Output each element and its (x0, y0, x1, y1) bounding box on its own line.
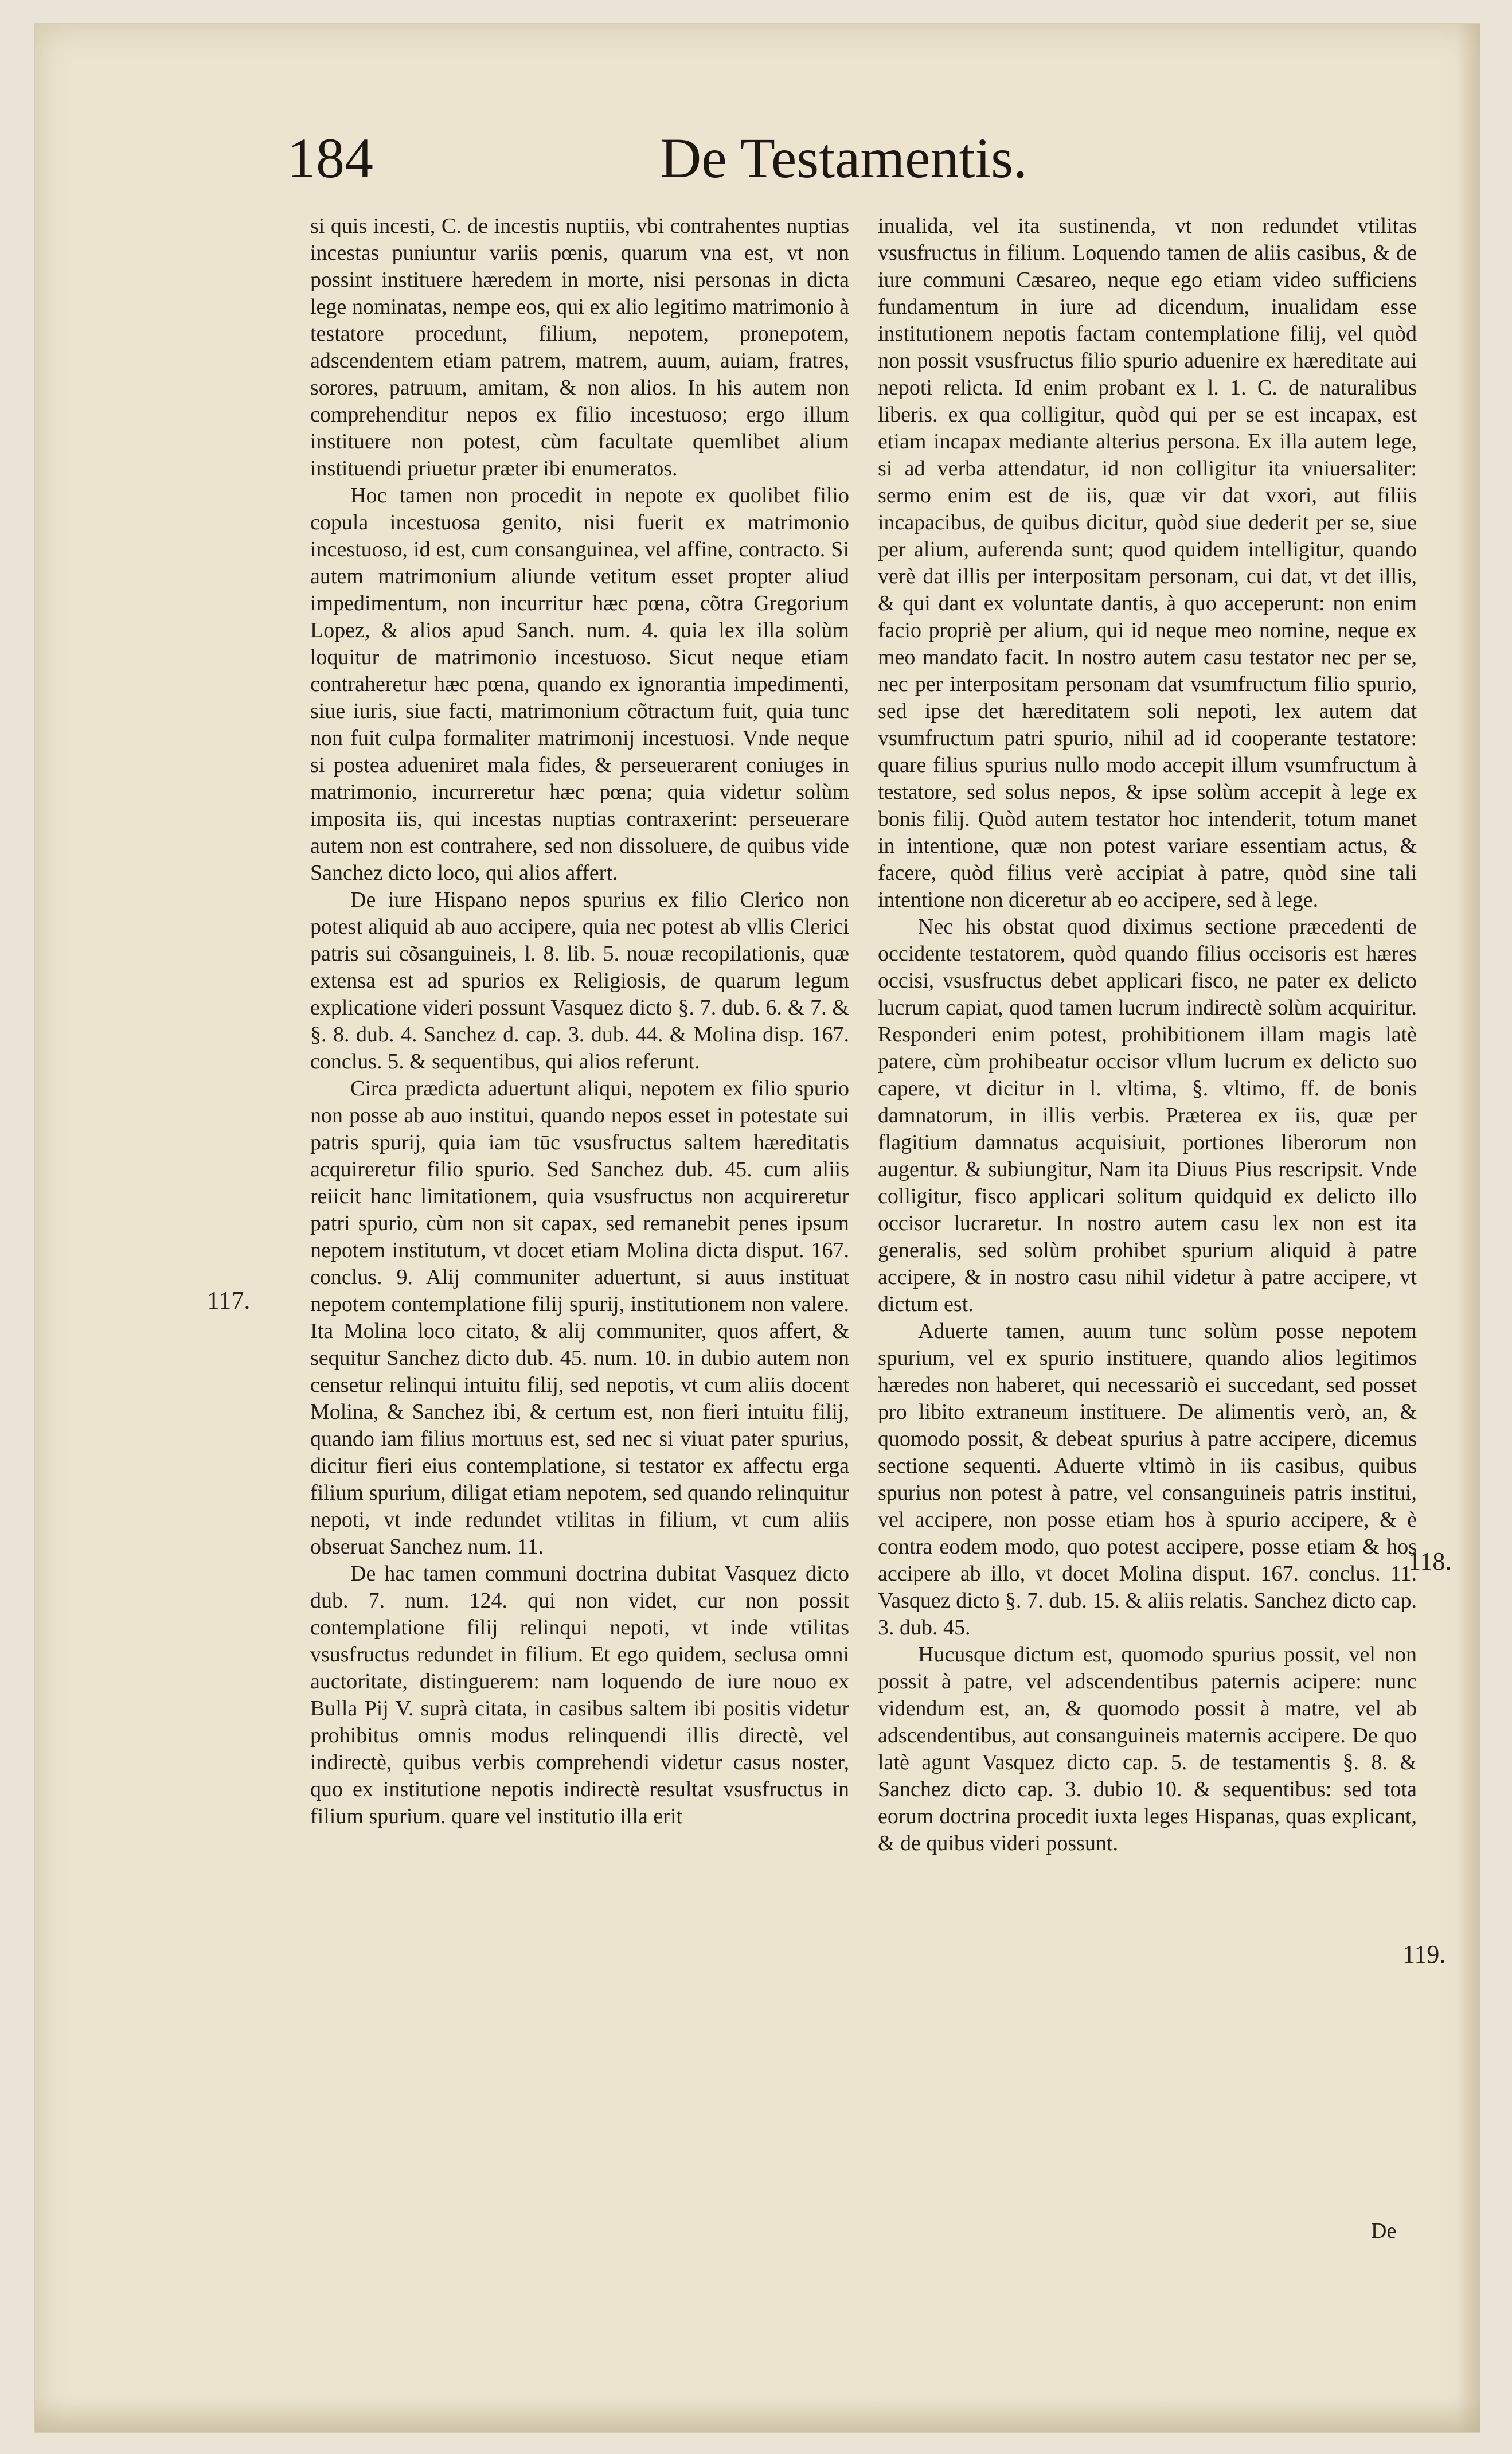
catchword: De (1371, 2219, 1397, 2243)
left-paragraph-4: Circa prædicta aduertunt aliqui, nepotem ex filio spurio non posse ab auo institui, quando nepos esset in potestate sui patris spurij, quia iam tūc vsusfructus saltem hæreditatis acquireretur filio spurio. Sed Sanchez dub. 45. cum aliis reiicit hanc limitationem, quia vsusfructus non acquireretur patri spurio, cùm non sit capax, sed remanebit penes ipsum nepotem institutum, vt docet etiam Molina dicta disput. 167. conclus. 9. Alij communiter aduertunt, si auus instituat nepotem contemplatione filij spurij, institutionem non valere. Ita Molina loco citato, & alij communiter, quos affert, & sequitur Sanchez dicto dub. 45. num. 10. in dubio autem non censetur relinqui intuitu filij, sed nepotis, vt cum aliis docent Molina, & Sanchez ibi, & certum est, non fieri intuitu filij, quando iam filius mortuus est, sed nec si viuat pater spurius, dicitur fieri eius contemplatione, si testator ex affectu erga filium spurium, diligat etiam nepotem, sed quando relinquitur nepoti, vt inde redundet vtilitas in filium, vt cum aliis obseruat Sanchez num. 11. (310, 1076, 849, 1559)
marginal-number-117: 117. (207, 1286, 251, 1314)
marginal-number-118: 118. (1408, 1547, 1452, 1575)
right-paragraph-1: inualida, vel ita sustinenda, vt non redundet vtilitas vsusfructus in filium. Loquendo tamen de aliis casibus, & de iure communi Cæsareo, neque ego etiam video sufficiens fundamentum in iure ad dicendum, inualidam esse institutionem nepotis factam contemplatione filij, vel quòd non possit vsusfructus filio spurio aduenire ex hæreditate aui nepoti relicta. Id enim probant ex l. 1. C. de naturalibus liberis. ex qua colligitur, quòd qui per se est incapax, est etiam incapax mediante alterius persona. Ex illa autem lege, si ad verba attendatur, id non colligitur ita vniuersaliter: sermo enim est de iis, quæ vir dat vxori, aut filiis incapacibus, de quibus dicitur, quòd siue dederit per se, siue per alium, auferenda sunt; quod quidem intelligitur, quando verè dat illis per interpositam personam, cui dat, vt det illis, & qui dant ex voluntate dantis, à quo acceperunt: non enim facio propriè per alium, qui id neque meo nomine, neque ex meo mandato facit. In nostro autem casu testator nec per se, nec per interpositam personam dat vsumfructum filio spurio, sed ipse det hæreditatem soli nepoti, lex autem dat vsumfructum patri spurio, nihil ad id cooperante testatore: quare filius spurius nullo modo accepit illum vsumfructum à testatore, sed solus nepos, & ipse solùm accepit à lege ex bonis filij. Quòd autem testator hoc intenderit, totum manet in intentione, quæ non potest variare essentiam actus, & facere, quòd filius verè accipiat à patre, quòd sine tali intentione non diceretur ab eo accipere, sed à lege. (878, 214, 1417, 912)
page-number: 184 (287, 126, 373, 190)
left-paragraph-2: Hoc tamen non procedit in nepote ex quolibet filio copula incestuosa genito, nisi fuerit ex matrimonio incestuoso, id est, cum consanguinea, vel affine, contracto. Si autem matrimonium aliunde vetitum esset propter aliud impedimentum, non incurritur hæc pœna, cõtra Gregorium Lopez, & alios apud Sanch. num. 4. quia lex illa solùm loquitur de matrimonio incestuoso. Sicut neque etiam contraheretur hæc pœna, quando ex ignorantia impedimenti, siue iuris, siue facti, matrimonium cõtractum fuit, quia tunc non fuit culpa formaliter matrimonij incestuosi. Vnde neque si postea adueniret mala fides, & perseuerarent coniuges in matrimonio, incurreretur hæc pœna; quia videtur solùm imposita iis, qui incestas nuptias contraxerint: perseuerare autem non est contrahere, sed non dissoluere, de quibus vide Sanchez dicto loco, qui alios affert. (310, 483, 849, 885)
page-bottom-shading (35, 2398, 1480, 2432)
left-paragraph-5: De hac tamen communi doctrina dubitat Vasquez dicto dub. 7. num. 124. qui non videt, cur non possit contemplatione filij relinqui nepoti, vt inde vtilitas vsusfructus redundet in filium. Et ego quidem, seclusa omni auctoritate, distinguerem: nam loquendo de iure nouo ex Bulla Pij V. suprà citata, in casibus saltem ibi positis videtur prohibitus omnis modus relinquendi illis directè, vel indirectè, quibus verbis comprehendi videtur casus noster, quo ex institutione nepotis indirectè resultat vsusfructus in filium spurium. quare vel institutio illa erit (310, 1562, 849, 1828)
right-paragraph-3: Aduerte tamen, auum tunc solùm posse nepotem spurium, vel ex spurio instituere, quando alios legitimos hæredes non haberet, qui necessariò ei succedant, sed posset pro libito extraneum instituere. De alimentis verò, an, & quomodo possit, & debeat spurius à patre accipere, dicemus sectione sequenti. Aduerte vltimò in iis casibus, quibus spurius non potest à patre, vel consanguineis patris institui, vel accipere, non posse etiam hos à spurio accipere, & è contra eodem modo, quo potest accipere, posse etiam & hos accipere ab illo, vt docet Molina disput. 167. conclus. 11. Vasquez dicto §. 7. dub. 15. & aliis relatis. Sanchez dicto cap. 3. dub. 45. (878, 1319, 1417, 1640)
page-edge-shading (1457, 24, 1480, 2432)
left-paragraph-1: si quis incesti, C. de incestis nuptiis, vbi contrahentes nuptias incestas puniuntur variis pœnis, quarum vna est, vt non possint instituere hæredem in morte, nisi personas in dicta lege nominatas, nempe eos, qui ex alio legitimo matrimonio à testatore procedunt, filium, nepotem, pronepotem, adscendentem etiam patrem, matrem, auum, auiam, fratres, sorores, patruum, amitam, & non alios. In his autem non comprehenditur nepos ex filio incestuoso; ergo illum instituere non potest, cùm facultate quemlibet alium instituendi priuetur præter ibi enumeratos. (310, 214, 849, 481)
left-column (310, 213, 849, 1830)
right-paragraph-2: Nec his obstat quod diximus sectione præcedenti de occidente testatorem, quòd quando filius occisoris est hæres occisi, vsusfructus debet applicari fisco, ne pater ex delicto lucrum capiat, quod tamen lucrum indirectè solùm acquiritur. Responderi enim potest, prohibitionem illam magis latè patere, cùm prohibeatur occisor vllum lucrum ex delicto suo capere, vt dicitur in l. vltima, §. vltimo, ff. de bonis damnatorum, in illis verbis. Præterea ex iis, quæ per flagitium damnatus acquisiuit, portiones liberorum non augentur. & subiungitur, Nam ita Diuus Pius rescripsit. Vnde colligitur, fisco applicari solitum quidquid ex delicto illo occisor lucraretur. In nostro autem casu lex non est ita generalis, sed solùm prohibet spurium aliquid à patre accipere, & in nostro casu nihil videtur à patre accipere, vt dictum est. (878, 915, 1417, 1316)
left-paragraph-3: De iure Hispano nepos spurius ex filio Clerico non potest aliquid ab auo accipere, quia nec potest ab vllis Clerici patris sui cõsanguineis, l. 8. lib. 5. nouæ recopilationis, quæ extensa est ad spurios ex Religiosis, de quarum legum explicatione videri possunt Vasquez dicto §. 7. dub. 6. & 7. & §. 8. dub. 4. Sanchez d. cap. 3. dub. 44. & Molina disp. 167. conclus. 5. & sequentibus, qui alios referunt. (310, 888, 849, 1074)
running-title: De Testamentis. (660, 126, 1028, 190)
right-column (878, 213, 1417, 1857)
right-paragraph-4: Hucusque dictum est, quomodo spurius possit, vel non possit à patre, vel adscendentibus paternis acipere: nunc videndum est, an, & quomodo possit à matre, vel ab adscendentibus, aut consanguineis maternis accipere. De quo latè agunt Vasquez dicto cap. 5. de testamentis §. 8. & Sanchez dicto cap. 3. dubio 10. & sequentibus: sed tota eorum doctrina procedit iuxta leges Hispanas, quas explicant, & de quibus videri possunt. (878, 1642, 1417, 1855)
marginal-number-119: 119. (1402, 1940, 1446, 1968)
book-page (34, 23, 1480, 2433)
